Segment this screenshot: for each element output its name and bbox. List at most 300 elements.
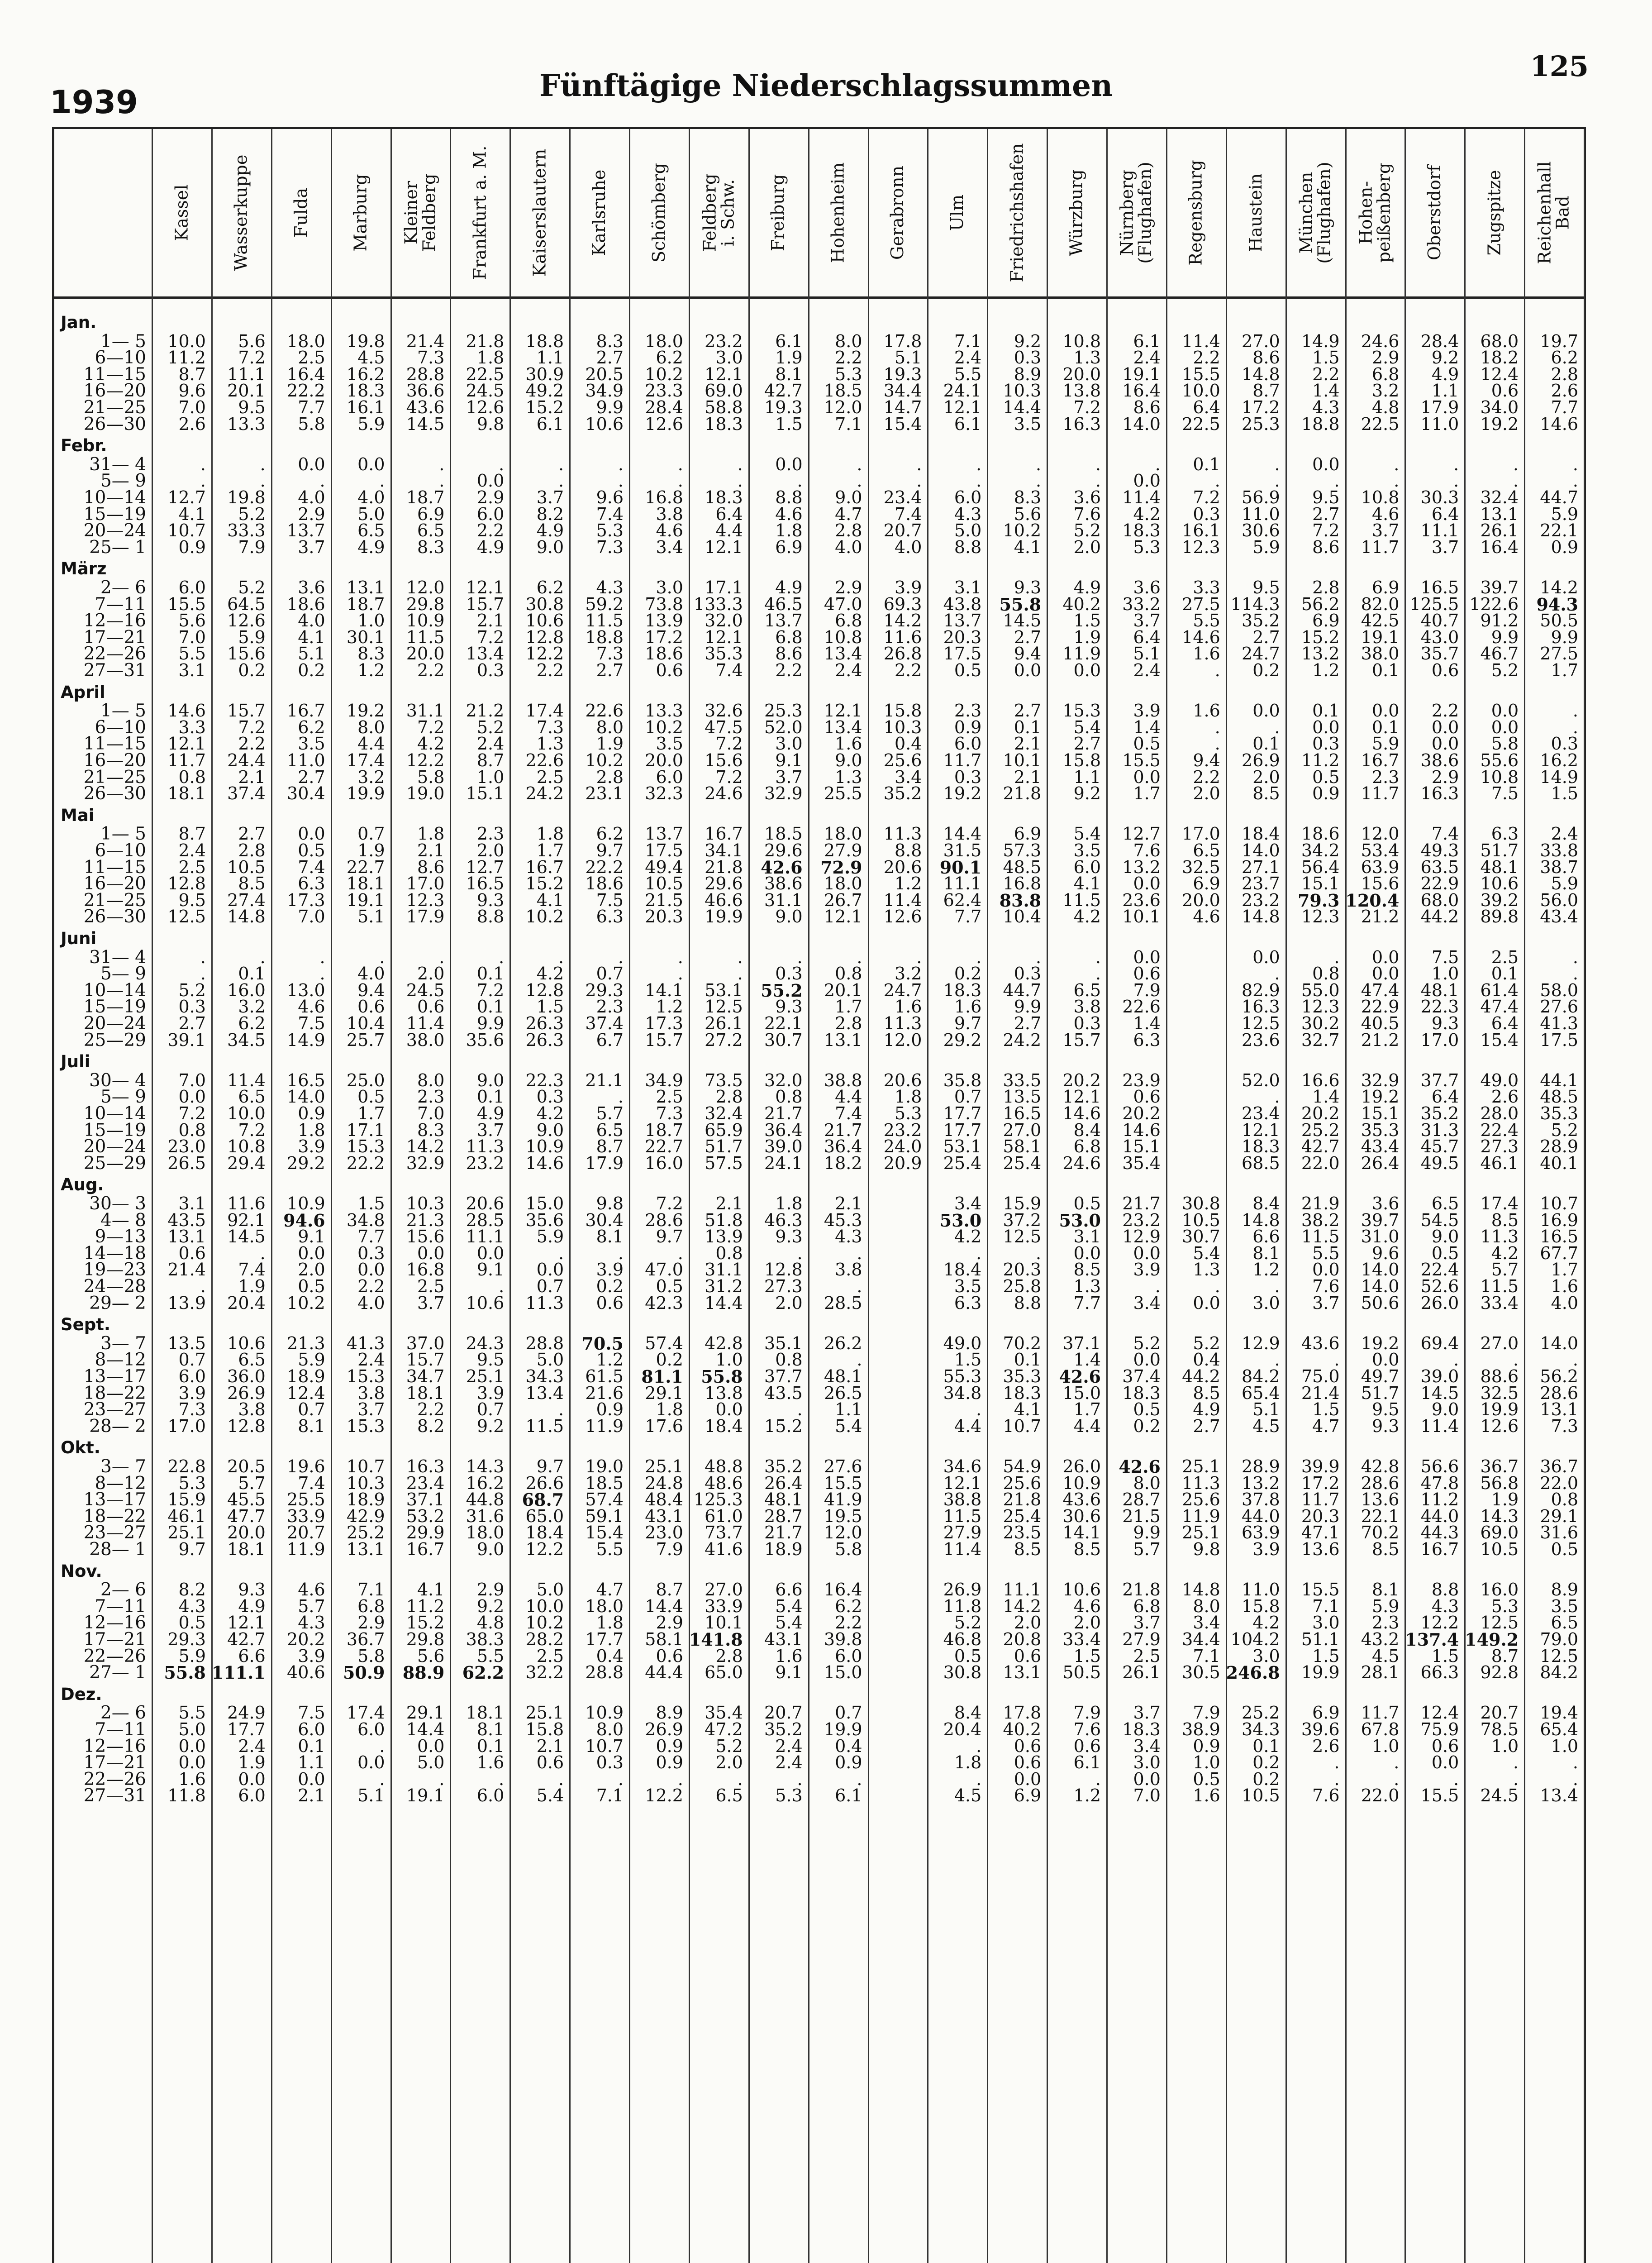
station-name: Wasserkuppe (231, 154, 251, 271)
precip-cell: 35.4 (1122, 1153, 1161, 1173)
precip-cell: 6.2 (656, 348, 683, 368)
precip-cell: 26.0 (1062, 1456, 1101, 1476)
precip-cell: 0.6 (1014, 1752, 1042, 1773)
precip-cell: 4.0 (357, 964, 385, 984)
precip-cell: 58.8 (705, 397, 743, 417)
precip-cell: 23.1 (585, 783, 624, 804)
precip-cell: 7.0 (178, 1070, 206, 1090)
precip-cell: 50.9 (343, 1662, 385, 1683)
precip-cell: 20.8 (1003, 1629, 1042, 1649)
precip-cell: 5.4 (1193, 1243, 1220, 1263)
period-label: 22—26 (83, 1769, 146, 1790)
precip-cell: . (200, 1276, 206, 1296)
precip-cell: 13.8 (705, 1383, 743, 1403)
precip-cell: 9.2 (476, 1596, 505, 1616)
precip-cell: 0.1 (238, 964, 266, 984)
precip-cell: 13.8 (1062, 381, 1101, 401)
precip-cell: 11.6 (883, 627, 922, 647)
precip-cell: 6.5 (417, 520, 445, 541)
precip-cell: . (916, 947, 922, 967)
period-label: 2— 6 (100, 1580, 146, 1600)
precip-cell: 21.5 (1122, 1506, 1161, 1526)
precip-cell: 2.2 (1312, 364, 1340, 384)
precip-cell: 12.9 (1122, 1227, 1161, 1247)
precip-cell: 34.5 (227, 1030, 266, 1050)
precip-cell: . (379, 1769, 385, 1789)
precip-cell: 4.6 (775, 504, 803, 524)
precip-cell: 10.7 (346, 1456, 385, 1476)
precip-cell: 3.1 (954, 578, 982, 597)
precip-cell: 3.7 (1133, 1613, 1161, 1633)
precip-cell: 19.1 (346, 890, 385, 910)
precip-cell: 12.6 (466, 397, 505, 417)
precip-cell: 43.4 (1361, 1136, 1400, 1157)
precip-cell: 30.4 (585, 1210, 624, 1230)
precip-cell: 12.5 (1003, 1227, 1042, 1247)
precip-cell: 19.2 (1361, 1087, 1400, 1107)
period-label: 1— 5 (100, 331, 146, 352)
precip-cell: 2.7 (1014, 701, 1042, 721)
precip-cell: 42.6 (1119, 1456, 1161, 1477)
precip-cell: 3.9 (476, 1383, 505, 1403)
precip-cell: 24.5 (466, 381, 505, 401)
precip-cell: 37.0 (406, 1333, 445, 1353)
precip-cell: 18.6 (287, 594, 325, 614)
precip-cell: 21.2 (466, 701, 505, 721)
precip-cell: 16.3 (1242, 997, 1280, 1017)
precip-cell: 8.3 (417, 537, 445, 557)
precip-cell: 24.7 (1242, 644, 1280, 664)
precip-cell: 37.8 (1242, 1490, 1280, 1510)
precip-cell: 67.7 (1540, 1243, 1578, 1263)
precip-cell: . (1394, 471, 1400, 491)
precip-cell: 40.7 (1420, 611, 1459, 631)
precip-cell: 13.1 (824, 1030, 862, 1050)
precip-cell: 6.5 (1431, 1194, 1459, 1213)
precip-cell: 11.4 (883, 890, 922, 910)
precip-cell: 36.6 (406, 381, 445, 401)
station-header (390, 129, 450, 296)
precip-cell: 9.0 (476, 1070, 505, 1090)
precip-cell: 2.4 (954, 348, 982, 368)
precip-cell: 12.9 (1242, 1333, 1280, 1353)
precip-cell: 8.1 (1252, 1243, 1280, 1263)
precip-cell: 14.6 (1182, 627, 1220, 647)
precip-cell: 4.6 (1073, 1596, 1101, 1616)
precip-cell: 9.6 (596, 487, 624, 507)
precip-cell: 19.9 (346, 783, 385, 804)
precip-cell: 9.0 (1431, 1399, 1459, 1420)
precip-cell: 15.5 (1301, 1580, 1340, 1600)
period-label: 15—19 (83, 997, 146, 1017)
station-name: Würzburg (1066, 169, 1087, 256)
precip-cell: 33.2 (1122, 594, 1161, 614)
precip-cell: 29.2 (287, 1153, 325, 1173)
precip-cell: 3.6 (298, 578, 325, 597)
precip-cell: 7.6 (1073, 1719, 1101, 1739)
precip-cell: . (1274, 471, 1280, 491)
precip-cell: 58.1 (645, 1629, 683, 1649)
precip-cell: 10.1 (705, 1613, 743, 1633)
precip-cell: 10.5 (1242, 1786, 1280, 1806)
precip-cell: 23.3 (645, 381, 683, 401)
precip-cell: 62.4 (943, 890, 982, 910)
precip-cell: 5.5 (178, 644, 206, 664)
precip-cell: 1.1 (1073, 767, 1101, 787)
precip-cell: 0.0 (298, 1769, 325, 1789)
precip-cell: 17.7 (943, 1120, 982, 1140)
precip-cell: 23.4 (1242, 1103, 1280, 1123)
precip-cell: 5.9 (357, 414, 385, 434)
station-header (927, 129, 987, 296)
precip-cell: 12.1 (943, 397, 982, 417)
precip-cell: 16.4 (287, 364, 325, 384)
precip-cell: 3.5 (656, 734, 683, 754)
precip-cell: 6.2 (1551, 348, 1578, 368)
precip-cell: 18.2 (824, 1153, 862, 1173)
precip-cell: 50.6 (1361, 1293, 1400, 1313)
station-header (331, 129, 390, 296)
precip-cell: 20.0 (1182, 890, 1220, 910)
precip-cell: 5.5 (1312, 1243, 1340, 1263)
period-label: 17—21 (83, 1629, 146, 1650)
precip-cell: 8.2 (417, 1416, 445, 1436)
precip-cell: 11.7 (1361, 1703, 1400, 1723)
precip-cell: 6.4 (1431, 1087, 1459, 1107)
precip-cell: 82.9 (1242, 980, 1280, 1000)
precip-cell: 28.7 (1122, 1490, 1161, 1510)
precip-cell: 65.4 (1540, 1719, 1578, 1739)
station-name: Feldberg i. Schw. (699, 173, 738, 252)
precip-cell: 37.4 (227, 783, 266, 804)
precip-cell: 8.5 (1491, 1210, 1519, 1230)
precip-cell: 0.3 (1193, 504, 1220, 524)
precip-cell: 47.0 (824, 594, 862, 614)
precip-cell: 2.4 (1551, 824, 1578, 844)
precip-cell: 2.2 (835, 348, 862, 368)
precip-cell: 17.0 (167, 1416, 206, 1436)
precip-cell: 2.0 (1252, 767, 1280, 787)
precip-cell: 1.9 (1491, 1490, 1519, 1510)
precip-cell: 8.8 (1431, 1580, 1459, 1600)
precip-cell: 25.4 (1003, 1506, 1042, 1526)
precip-cell: 2.3 (1371, 1613, 1400, 1633)
precip-cell: 1.9 (1073, 627, 1101, 647)
period-label: 3— 7 (100, 1456, 146, 1477)
precip-cell: 4.1 (178, 504, 206, 524)
precip-cell: 11.1 (1003, 1580, 1042, 1600)
precip-cell: 53.2 (406, 1506, 445, 1526)
period-label: 17—21 (83, 1752, 146, 1773)
precip-cell: 0.0 (1491, 701, 1519, 721)
precip-cell: 34.9 (645, 1070, 683, 1090)
precip-cell: 13.5 (1003, 1087, 1042, 1107)
precip-cell: 5.8 (835, 1539, 862, 1559)
precip-cell: 10.5 (645, 874, 683, 894)
period-label: 19—23 (83, 1260, 146, 1280)
station-name: Freiburg (768, 174, 788, 252)
precip-cell: 7.3 (656, 1103, 683, 1123)
precip-cell: 11.7 (167, 750, 206, 770)
precip-cell: . (499, 454, 505, 474)
period-label: 21—25 (83, 767, 146, 788)
precip-cell: 6.3 (954, 1293, 982, 1313)
precip-cell: 21.8 (705, 857, 743, 877)
precip-cell: . (677, 1769, 683, 1789)
precip-cell: 0.0 (1431, 734, 1459, 754)
precip-cell: 8.8 (1014, 1293, 1042, 1313)
precip-cell: 246.8 (1226, 1662, 1280, 1683)
precip-cell: 10.2 (525, 907, 564, 927)
precip-cell: 42.9 (346, 1506, 385, 1526)
period-label: 16—20 (83, 874, 146, 894)
precip-cell: . (976, 454, 982, 474)
station-header (987, 129, 1047, 296)
precip-cell: . (1334, 947, 1340, 967)
precip-cell: 34.3 (1242, 1719, 1280, 1739)
precip-cell: 5.8 (357, 1646, 385, 1666)
precip-cell: 16.4 (1480, 537, 1519, 557)
precip-cell: . (260, 947, 266, 967)
precip-cell: 3.6 (1133, 578, 1161, 597)
period-label: 2— 6 (100, 1703, 146, 1724)
precip-cell: 3.7 (476, 1120, 505, 1140)
precip-cell: 12.1 (705, 627, 743, 647)
period-label: 30— 3 (89, 1194, 146, 1214)
precip-cell: 5.9 (298, 1350, 325, 1370)
precip-cell: 36.0 (227, 1366, 266, 1386)
precip-cell: 20.3 (943, 627, 982, 647)
precip-cell: 10.2 (645, 364, 683, 384)
precip-cell: . (737, 947, 743, 967)
precip-cell: 42.8 (1361, 1456, 1400, 1476)
precip-cell: 38.3 (466, 1629, 505, 1649)
precip-cell: 43.1 (645, 1506, 683, 1526)
precip-cell: 5.6 (417, 1646, 445, 1666)
precip-cell: 81.1 (641, 1366, 683, 1387)
precip-cell: 12.1 (824, 701, 862, 721)
precip-cell: 1.5 (1551, 783, 1578, 804)
precip-cell: 6.9 (1193, 874, 1220, 894)
precip-cell: . (1513, 1350, 1519, 1370)
precip-cell: . (200, 947, 206, 967)
precip-cell: 9.7 (536, 1456, 564, 1476)
precip-cell: 37.4 (1122, 1366, 1161, 1386)
precip-cell: 3.6 (1371, 1194, 1400, 1213)
period-label: 26—30 (83, 783, 146, 804)
precip-cell: 14.3 (1480, 1506, 1519, 1526)
precip-cell: 14.4 (943, 824, 982, 844)
precip-cell: 0.1 (476, 1736, 505, 1756)
precip-cell: 0.3 (596, 1752, 624, 1773)
station-name: Hohenheim (828, 162, 848, 263)
month-label: Jan. (61, 313, 97, 332)
precip-cell: 0.0 (1073, 1243, 1101, 1263)
precip-cell: 24.9 (227, 1703, 266, 1723)
precip-cell: 14.4 (705, 1293, 743, 1313)
precip-cell: 11.2 (167, 348, 206, 368)
precip-cell: 44.7 (1003, 980, 1042, 1000)
precip-cell: 12.6 (883, 907, 922, 927)
precip-cell: 0.0 (1133, 1769, 1161, 1789)
precip-cell: 28.9 (1242, 1456, 1280, 1476)
precip-cell: 43.2 (1361, 1629, 1400, 1649)
precip-cell: . (1214, 471, 1220, 491)
precip-cell: 3.2 (357, 767, 385, 787)
precip-cell: 6.0 (954, 487, 982, 507)
precip-cell: . (1394, 454, 1400, 474)
precip-cell: 0.0 (1133, 767, 1161, 787)
precip-cell: 0.0 (1133, 1350, 1161, 1370)
precip-cell: 1.6 (178, 1769, 206, 1789)
precip-cell: 7.4 (596, 504, 624, 524)
precip-cell: 10.1 (1122, 907, 1161, 927)
precip-cell: 26.3 (525, 1030, 564, 1050)
precip-cell: 90.1 (939, 857, 982, 878)
precip-cell: 29.3 (167, 1629, 206, 1649)
month-label: Okt. (61, 1438, 100, 1458)
precip-cell: 15.3 (346, 1136, 385, 1157)
precip-cell: 10.9 (1062, 1473, 1101, 1493)
precip-cell: 25.5 (287, 1490, 325, 1510)
precip-cell: 42.6 (761, 857, 803, 878)
precip-cell: 15.2 (764, 1416, 803, 1436)
precip-cell: 55.3 (943, 1366, 982, 1386)
precip-cell: 2.8 (1551, 364, 1578, 384)
precip-cell: . (558, 1399, 564, 1420)
precip-cell: 24.2 (1003, 1030, 1042, 1050)
precip-cell: 34.7 (406, 1366, 445, 1386)
precip-cell: 9.5 (178, 890, 206, 910)
precip-cell: 1.6 (1193, 1786, 1220, 1806)
precip-cell: 9.5 (238, 397, 266, 417)
precip-cell: 26.9 (227, 1383, 266, 1403)
precip-cell: . (857, 1243, 862, 1263)
precip-cell: 11.5 (525, 1416, 564, 1436)
precip-cell: 2.3 (417, 1087, 445, 1107)
period-label: 16—20 (83, 750, 146, 771)
precip-cell: 2.1 (476, 611, 505, 631)
precip-cell: 16.6 (1301, 1070, 1340, 1090)
precip-cell: 0.3 (775, 964, 803, 984)
precip-cell: 0.0 (476, 1243, 505, 1263)
precip-cell: 2.5 (536, 767, 564, 787)
precip-cell: 34.8 (346, 1210, 385, 1230)
precip-cell: 9.3 (476, 890, 505, 910)
month-label: Febr. (61, 436, 107, 456)
precip-cell: 9.6 (178, 381, 206, 401)
precip-cell: 10.8 (1361, 487, 1400, 507)
precip-cell: 6.0 (298, 1719, 325, 1739)
precip-cell: 1.6 (835, 734, 862, 754)
precip-cell: 44.8 (466, 1490, 505, 1510)
period-label: 7—11 (95, 1596, 146, 1617)
precip-cell: 0.2 (1252, 1769, 1280, 1789)
precip-cell: 5.0 (417, 1752, 445, 1773)
precip-cell: 0.0 (1014, 660, 1042, 680)
precip-cell: 8.7 (656, 1580, 683, 1600)
precip-cell: 7.0 (178, 627, 206, 647)
precip-cell: 22.5 (1182, 414, 1220, 434)
precip-cell: 1.1 (298, 1752, 325, 1773)
precip-cell: 41.3 (1540, 1013, 1578, 1033)
precip-cell: 34.4 (883, 381, 922, 401)
precip-cell: 11.1 (466, 1227, 505, 1247)
period-label: 12—16 (83, 611, 146, 631)
precip-cell: 7.2 (476, 627, 505, 647)
precip-cell: 11.6 (227, 1194, 266, 1213)
precip-cell: 8.6 (775, 644, 803, 664)
precip-cell: 9.5 (1312, 487, 1340, 507)
precip-cell: 5.1 (298, 644, 325, 664)
precip-cell: 7.4 (1431, 824, 1459, 844)
precip-cell: . (976, 1243, 982, 1263)
precip-cell: 33.3 (227, 520, 266, 541)
precip-cell: . (439, 947, 445, 967)
precip-cell: 25.6 (883, 750, 922, 770)
precip-cell: 11.7 (1301, 1490, 1340, 1510)
precip-cell: 27.3 (1480, 1136, 1519, 1157)
precip-cell: 11.0 (1242, 1580, 1280, 1600)
precip-cell: 15.5 (824, 1473, 862, 1493)
precip-cell: 2.0 (476, 840, 505, 860)
precip-cell: 17.0 (406, 874, 445, 894)
precip-cell: 7.2 (238, 348, 266, 368)
precip-cell: . (1572, 717, 1578, 737)
precip-cell: 7.2 (238, 717, 266, 737)
precip-cell: 7.4 (298, 857, 325, 877)
precip-cell: 48.1 (1420, 980, 1459, 1000)
precip-cell: 27.9 (943, 1523, 982, 1543)
precip-cell: 47.5 (705, 717, 743, 737)
precip-cell: 2.7 (298, 767, 325, 787)
precip-cell: 5.8 (298, 414, 325, 434)
precip-cell: 5.5 (1193, 611, 1220, 631)
precip-cell: 28.2 (525, 1629, 564, 1649)
precip-cell: 0.5 (1073, 1194, 1101, 1213)
period-label: 11—15 (83, 857, 146, 878)
precip-cell: 3.8 (1073, 997, 1101, 1017)
precip-cell: 2.4 (178, 840, 206, 860)
precip-cell: 18.5 (764, 824, 803, 844)
station-header (748, 129, 808, 296)
precip-cell: 1.7 (357, 1103, 385, 1123)
precip-cell: 64.5 (227, 594, 266, 614)
precip-cell: 16.3 (1062, 414, 1101, 434)
precip-cell: 69.0 (705, 381, 743, 401)
precip-cell: 47.2 (705, 1719, 743, 1739)
precip-cell: 19.4 (1540, 1703, 1578, 1723)
precip-cell: 0.6 (1431, 1736, 1459, 1756)
precip-cell: 23.2 (705, 331, 743, 351)
precip-cell: 18.0 (585, 1596, 624, 1616)
precip-cell: 18.9 (764, 1539, 803, 1559)
precip-cell: 12.4 (287, 1383, 325, 1403)
precip-cell: 9.0 (536, 1120, 564, 1140)
precip-cell: 0.7 (954, 1087, 982, 1107)
precip-cell: 0.0 (1371, 701, 1400, 721)
precip-cell: 12.7 (1122, 824, 1161, 844)
precip-cell: 5.9 (178, 1646, 206, 1666)
precip-cell: 26.7 (824, 890, 862, 910)
precip-cell: 16.5 (466, 874, 505, 894)
precip-cell: 52.6 (1420, 1276, 1459, 1296)
precip-cell: 2.7 (1073, 734, 1101, 754)
precip-cell: 26.3 (525, 1013, 564, 1033)
precip-cell: 2.1 (835, 1194, 862, 1213)
precip-cell: 8.2 (536, 504, 564, 524)
precip-cell: 4.0 (1551, 1293, 1578, 1313)
